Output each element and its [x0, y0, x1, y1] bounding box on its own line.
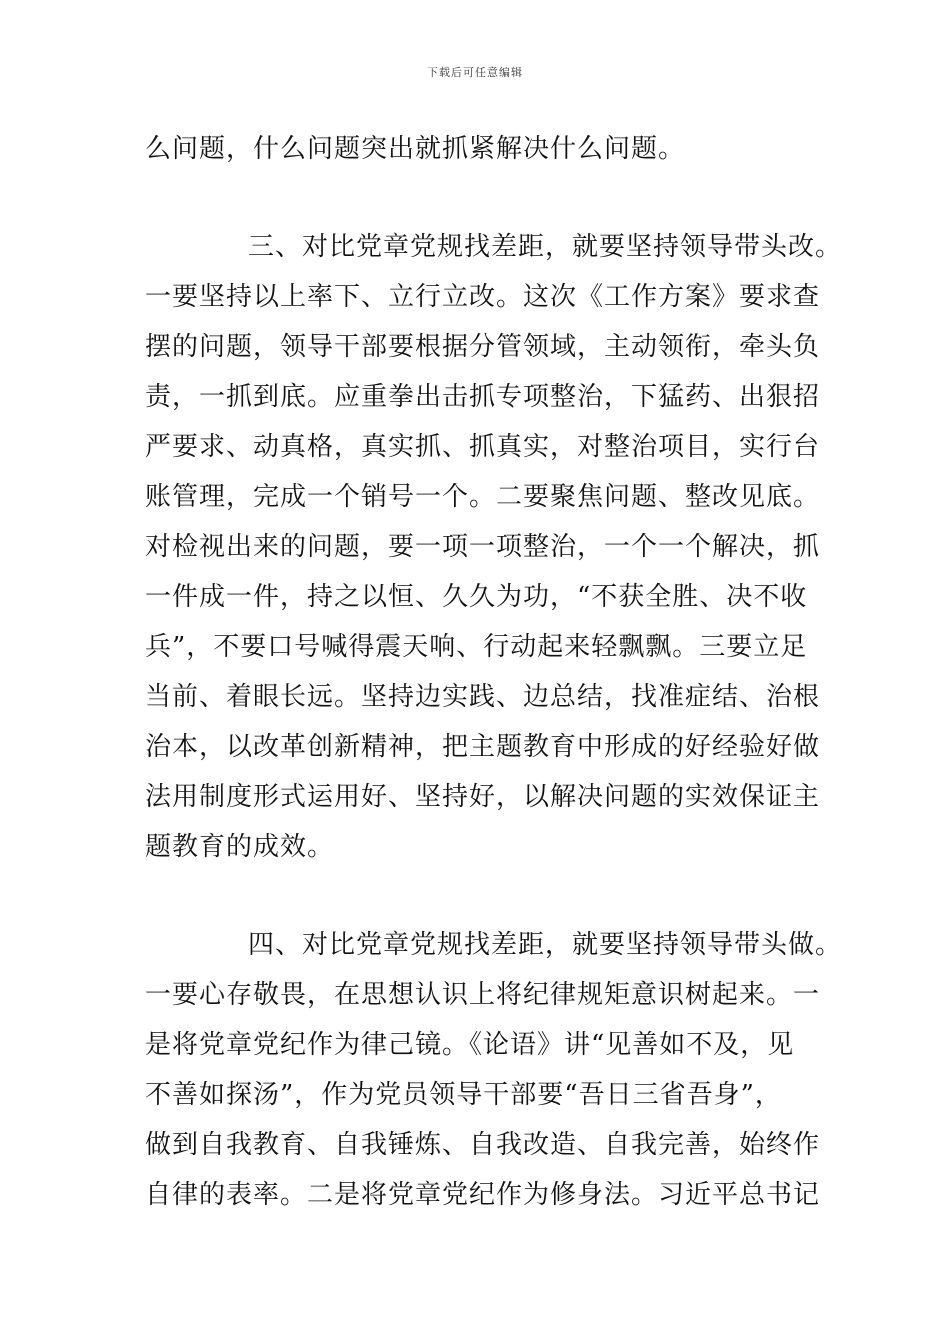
text-line: 账管理，完成一个销号一个。二要聚焦问题、整改见底。 [145, 482, 821, 512]
page-header: 下载后可任意编辑 [427, 66, 523, 79]
text-line: 当前、着眼长远。坚持边实践、边总结，找准症结、治根 [145, 682, 821, 712]
text-line: 对检视出来的问题，要一项一项整治，一个一个解决，抓 [145, 532, 821, 562]
text-line: 是将党章党纪作为律己镜。《论语》讲“见善如不及，见 [145, 1030, 795, 1060]
text-line: 自律的表率。二是将党章党纪作为修身法。习近平总书记 [145, 1180, 821, 1210]
text-line: 法用制度形式运用好、坚持好，以解决问题的实效保证主 [145, 782, 821, 812]
text-line: 么问题，什么问题突出就抓紧解决什么问题。 [145, 134, 686, 164]
text-line: 不善如探汤”，作为党员领导干部要“吾日三省吾身”， [145, 1080, 782, 1110]
text-line: 一件成一件，持之以恒、久久为功，“不获全胜、决不收 [145, 582, 808, 612]
text-line: 责，一抓到底。应重拳出击抓专项整治，下猛药、出狠招 [145, 382, 821, 412]
text-line: 兵”，不要口号喊得震天响、行动起来轻飘飘。三要立足 [145, 632, 808, 662]
paragraph-heading-4: 四、对比党章党规找差距，就要坚持领导带头做。 [248, 930, 843, 960]
text-line: 一要心存敬畏，在思想认识上将纪律规矩意识树起来。一 [145, 980, 821, 1010]
text-line: 题教育的成效。 [145, 832, 335, 862]
text-line: 治本，以改革创新精神，把主题教育中形成的好经验好做 [145, 732, 821, 762]
text-line: 摆的问题，领导干部要根据分管领域，主动领衔，牵头负 [145, 332, 821, 362]
text-line: 一要坚持以上率下、立行立改。这次《工作方案》要求查 [145, 282, 821, 312]
text-line: 做到自我教育、自我锤炼、自我改造、自我完善，始终作 [145, 1130, 821, 1160]
paragraph-heading-3: 三、对比党章党规找差距，就要坚持领导带头改。 [248, 232, 843, 262]
text-line: 严要求、动真格，真实抓、抓真实，对整治项目，实行台 [145, 432, 821, 462]
